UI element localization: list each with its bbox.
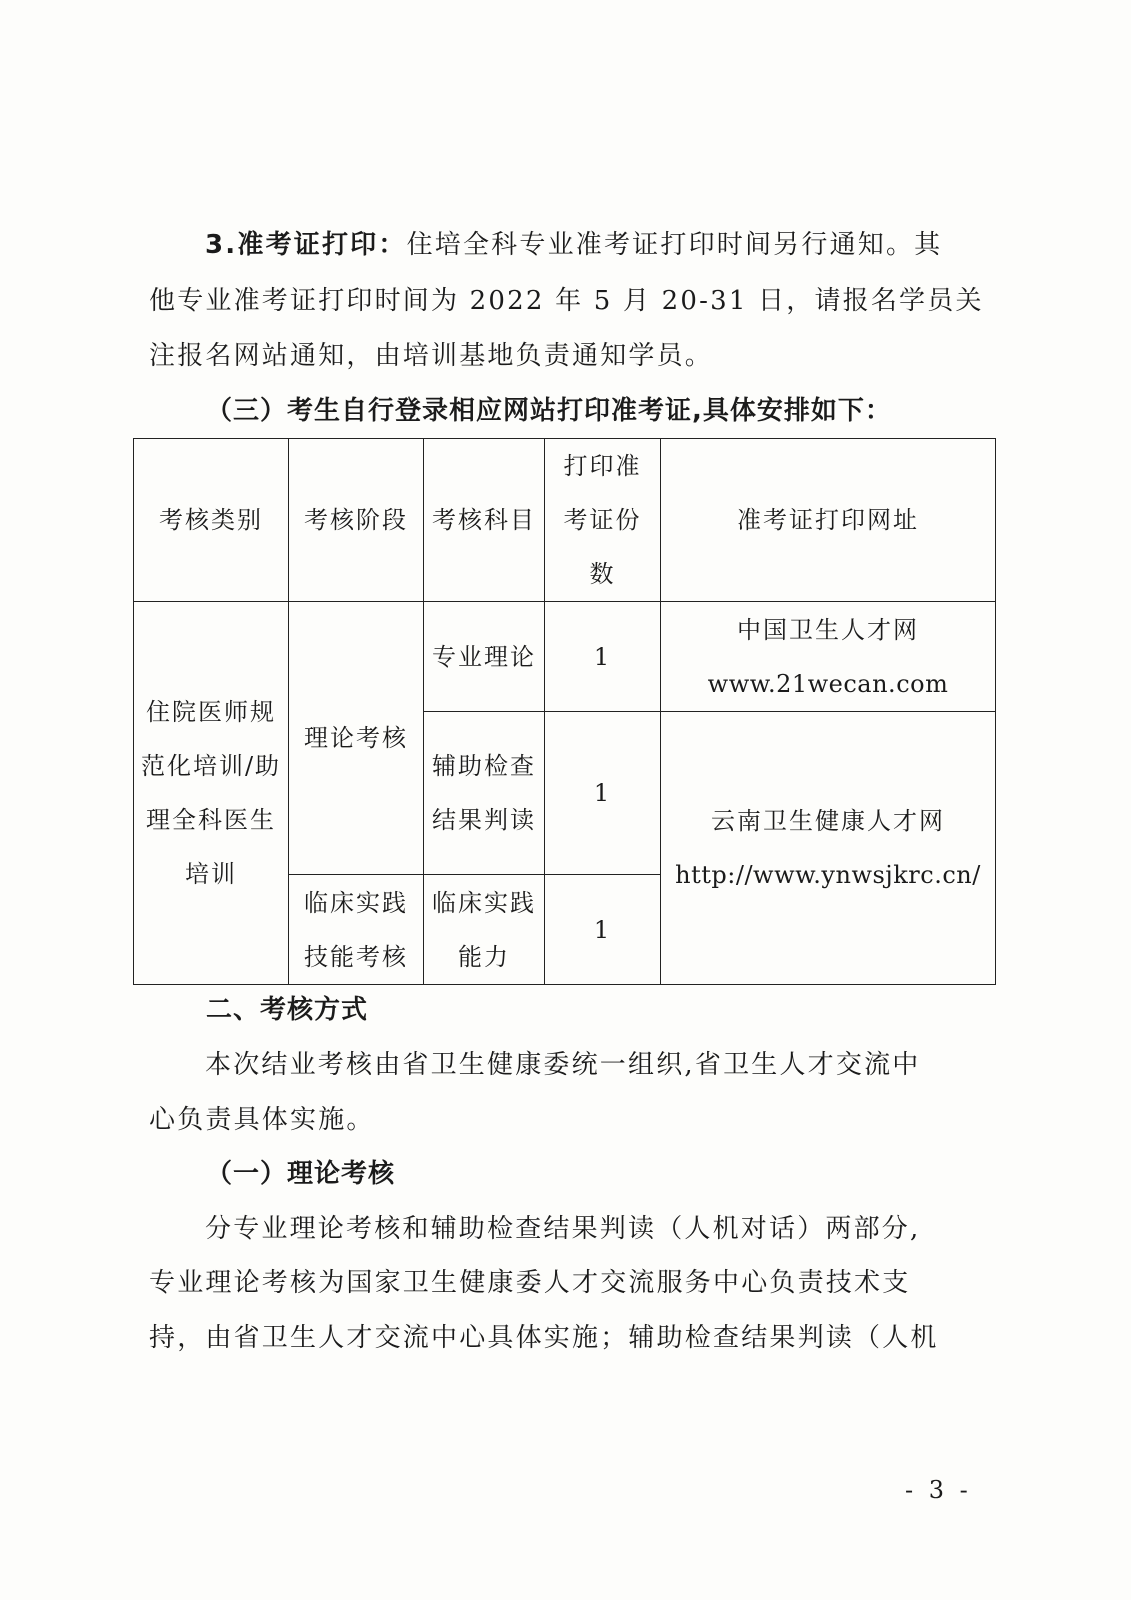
theory-paragraph-line-3: 持，由省卫生人才交流中心具体实施；辅助检查结果判读（人机: [149, 1323, 939, 1353]
theory-paragraph-line-2: 专业理论考核为国家卫生健康委人才交流服务中心负责技术支: [149, 1268, 911, 1298]
admission-print-table: [133, 438, 996, 985]
header-subject: 考核科目: [424, 439, 545, 602]
cell-category: 住院医师规范化培训/助理全科医生培训: [134, 602, 289, 985]
header-category: 考核类别: [134, 439, 289, 602]
site-2-name: 云南卫生健康人才网: [711, 807, 945, 835]
section-two-heading: 二、考核方式: [206, 995, 369, 1025]
print-paragraph-line-3: 注报名网站通知，由培训基地负责通知学员。: [149, 341, 714, 371]
cell-site-2: [661, 712, 996, 985]
table-row: [134, 602, 996, 712]
cell-subject-3: 临床实践能力: [424, 875, 545, 985]
cell-subject-2: 辅助检查结果判读: [424, 712, 545, 875]
print-paragraph-line-1-text: 住培全科专业准考证打印时间另行通知。其: [406, 230, 943, 260]
header-stage: 考核阶段: [289, 439, 424, 602]
cell-copies-2: 1: [545, 712, 661, 875]
site-2-url: http://www.ynwsjkrc.cn/: [675, 861, 981, 889]
cell-site-1: [661, 602, 996, 712]
theory-paragraph-line-1: 分专业理论考核和辅助检查结果判读（人机对话）两部分,: [205, 1214, 921, 1244]
print-paragraph-lead: 3.准考证打印：: [205, 230, 407, 260]
header-copies: 打印准考证份数: [545, 439, 661, 602]
cell-stage-theory: 理论考核: [289, 602, 424, 875]
cell-copies-3: 1: [545, 875, 661, 985]
print-paragraph-line-2: 他专业准考证打印时间为 2022 年 5 月 20-31 日，请报名学员关: [149, 286, 984, 316]
cell-subject-1: 专业理论: [424, 602, 545, 712]
header-url: 准考证打印网址: [661, 439, 996, 602]
print-paragraph-line-1: [205, 228, 942, 262]
method-paragraph-line-1: 本次结业考核由省卫生健康委统一组织,省卫生人才交流中: [205, 1050, 921, 1080]
cell-copies-1: 1: [545, 602, 661, 712]
site-1-name: 中国卫生人才网: [737, 615, 919, 644]
section-one-heading: （一）理论考核: [206, 1159, 396, 1189]
cell-stage-clinical: 临床实践技能考核: [289, 875, 424, 985]
section-three-heading: （三）考生自行登录相应网站打印准考证,具体安排如下：: [206, 396, 892, 426]
method-paragraph-line-2: 心负责具体实施。: [149, 1105, 375, 1135]
site-1-url: www.21wecan.com: [707, 669, 949, 698]
table-header-row: [134, 439, 996, 602]
page-number: - 3 -: [905, 1476, 972, 1504]
